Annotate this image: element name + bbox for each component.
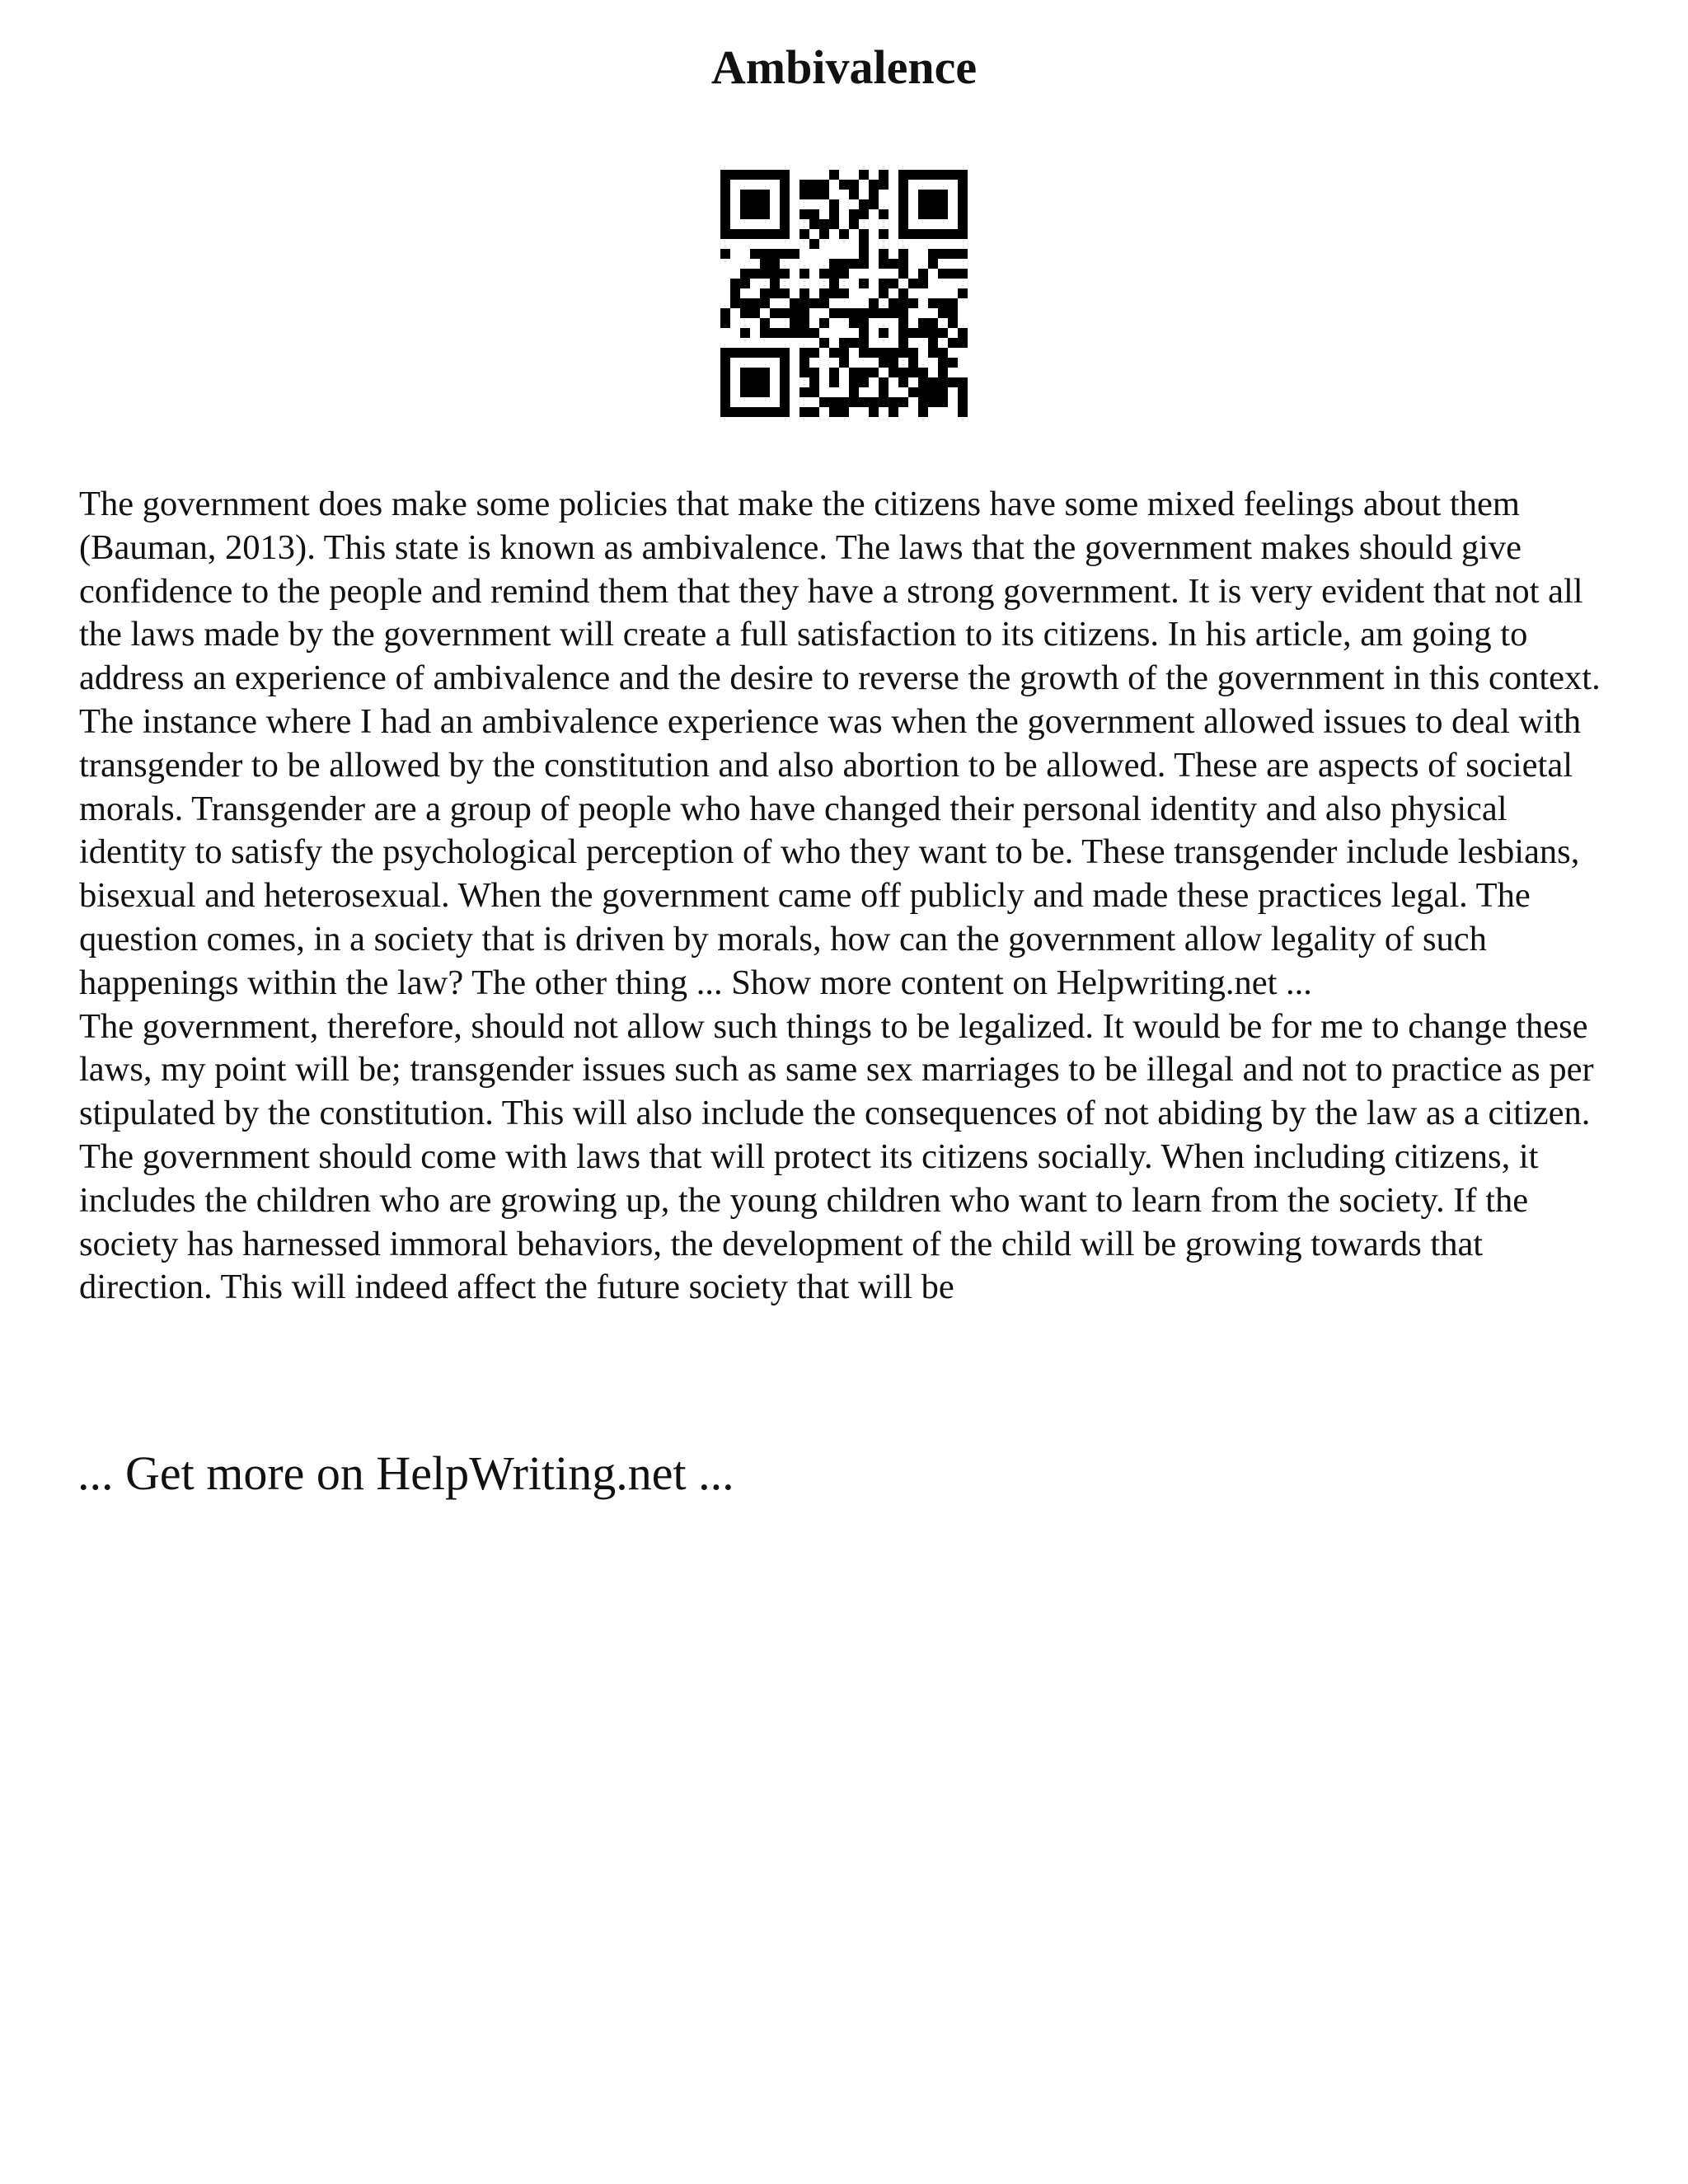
- paragraph-1: The government does make some policies that make the citizens have some mixed feelings about them (Bauman, 2013). This state is known as ambivalence. The laws that the government makes should give confidence to the people and remind them that they have a strong government. It is very evident that not all the laws made by the government will create a full satisfaction to its citizens. In his article, am going to address an experience of ambivalence and the desire to reverse the growth of the government in this context.: [79, 485, 1601, 698]
- article-body: [79, 483, 1620, 1310]
- get-more-link[interactable]: ... Get more on HelpWriting.net ...: [77, 1446, 734, 1500]
- paragraph-3: The government, therefore, should not allow such things to be legalized. It would be for me to change these laws, my point will be; transgender issues such as same sex marriages to be illegal and not to practice as per stipulated by the constitution. This will also include the consequences of not abiding by the law as a citizen. The government should come with laws that will protect its citizens socially. When including citizens, it includes the children who are growing up, the young children who want to learn from the society. If the society has harnessed immoral behaviors, the development of the child will be growing towards that direction. This will indeed affect the future society that will be: [79, 1006, 1594, 1307]
- page-title: Ambivalence: [710, 40, 978, 94]
- paragraph-2: The instance where I had an ambivalence experience was when the government allowed issues to deal with transgender to be allowed by the constitution and also abortion to be allowed. These are aspects of societal morals. Transgender are a group of people who have changed their personal identity and also physical identity to satisfy the psychological perception of who they want to be. These transgender include lesbians, bisexual and heterosexual. When the government came off publicly and made these practices legal. The question comes, in a society that is driven by morals, how can the government allow legality of such happenings within the law? The other thing ... Show more content on Helpwriting.net ...: [79, 701, 1582, 1002]
- qr-code-icon: [720, 170, 968, 417]
